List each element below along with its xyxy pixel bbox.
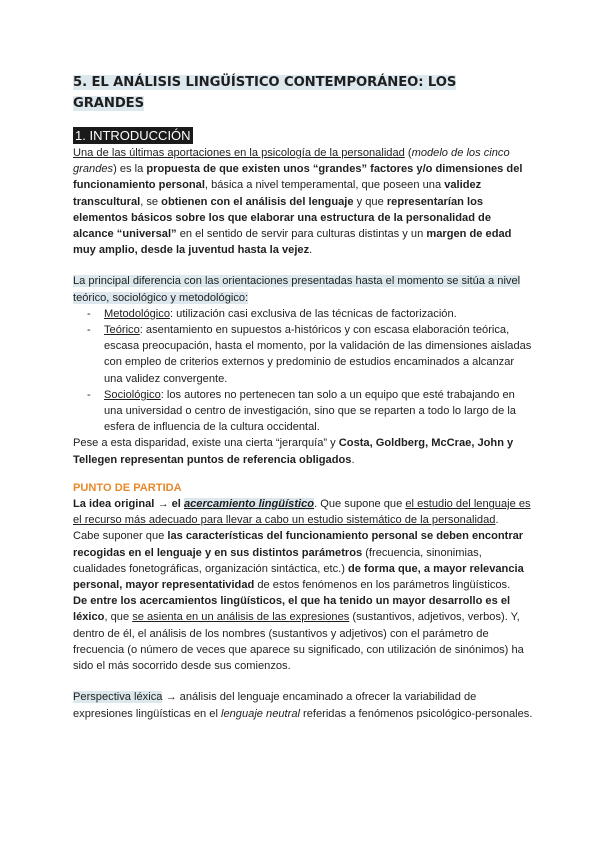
list-item: [73, 322, 533, 387]
text-run: se asienta en un análisis de las expresiones: [132, 611, 350, 624]
text-run: (frecuencia, sinonimias, cualidades fonetográficas, organización sintáctica, etc.): [73, 546, 482, 575]
text-run: (: [404, 147, 412, 159]
list-dash: -: [87, 388, 91, 401]
text-run: validez transcultural: [73, 179, 482, 208]
text-run: representarían los elementos básicos sobre los que elaborar una estructura de la personalidad de alcance “universal”: [73, 195, 491, 241]
perspective-paragraph: [73, 689, 533, 721]
text-run: lenguaje neutral: [221, 707, 300, 720]
text-run: , se: [140, 195, 162, 208]
list-term: Teórico: [104, 324, 140, 337]
text-run: modelo de los cinco grandes: [73, 147, 510, 176]
list-text: : los autores no pertenecen tan solo a un equipo que esté trabajando en una universidad o centro de investigación, sino que se reparten a todo lo largo de la esfera de influencia de la cultura occidental.: [104, 388, 516, 434]
text-run: de estos fenómenos en los parámetros lingüísticos.: [254, 579, 511, 592]
text-run: De entre los acercamientos lingüísticos, el que ha tenido un mayor desarrollo es el léxico: [73, 595, 511, 624]
list-text: : utilización casi exclusiva de las técnicas de factorización.: [170, 307, 457, 320]
text-run: (sustantivos, adjetivos, verbos). Y, dentro de él, el análisis de los nombres (sustantivos y adjetivos) con el parámetro de frecuencia (o número de veces que aparece su significado, con utilización de sinónimos) ha sido el más socorrido desde sus comienzos.: [73, 611, 524, 673]
list-term: Sociológico: [104, 388, 161, 401]
highlighted-text: La principal diferencia con las orientaciones presentadas hasta el momento se sitúa a nivel teórico, sociológico y metodológico:: [73, 275, 521, 304]
section-title-line1: 5. EL ANÁLISIS LINGÜÍSTICO CONTEMPORÁNEO: LOS: [73, 75, 457, 90]
text-run: referidas a fenómenos psicológico-personales.: [299, 707, 533, 720]
text-run: . Que supone que: [314, 498, 406, 511]
text-run: → análisis del lenguaje encaminado a ofrecer la variabilidad de expresiones lingüísticas en el: [73, 691, 477, 720]
list-item: [73, 387, 533, 436]
intro-paragraph: [73, 145, 533, 258]
text-run: las características del funcionamiento personal se deben encontrar recogidas en el lenguaje y en sus distintos parámetros: [73, 530, 524, 559]
section-title: [73, 72, 533, 114]
list-dash: -: [87, 307, 91, 320]
text-run: Cabe suponer que: [73, 530, 168, 543]
text-run: , que: [104, 611, 133, 624]
difference-paragraph: [73, 273, 533, 305]
text-run: el estudio del lenguaje es el recurso más adecuado para llevar a cabo un estudio sistemático de la personalidad: [73, 498, 531, 527]
characteristics-paragraph: [73, 528, 533, 593]
intro-lead: Una de las últimas aportaciones en la psicología de la personalidad: [73, 147, 405, 159]
document-page: [73, 72, 533, 722]
text-run: obtienen con el análisis del lenguaje: [161, 195, 354, 208]
text-run: margen de edad muy amplio, desde la juventud hasta la vejez: [73, 228, 512, 257]
highlighted-text: Perspectiva léxica: [73, 691, 163, 704]
lexical-paragraph: [73, 593, 533, 674]
text-run: acercamiento lingüístico: [183, 498, 315, 511]
difference-list: [73, 306, 533, 436]
text-run: .: [495, 514, 499, 527]
text-run: y que: [353, 195, 387, 208]
text-run: La idea original → el: [73, 498, 184, 511]
text-run: propuesta de que existen unos “grandes” factores y/o dimensiones del funcionamiento personal: [73, 163, 523, 192]
text-run: Pese a esta disparidad, existe una cierta “jerarquía” y: [73, 437, 339, 450]
text-run: ) es la: [113, 163, 147, 176]
text-run: .: [351, 453, 355, 466]
list-text: : asentamiento en supuestos a-históricos y con escasa elaboración teórica, escasa preocupación, hasta el momento, por la validación de las dimensiones aisladas con empleo de criterios externos y predominio de estudios encaminados a alcanzar una validez convergente.: [104, 324, 532, 385]
list-dash: -: [87, 324, 91, 337]
idea-paragraph: [73, 496, 533, 528]
list-term: Metodológico: [104, 307, 170, 320]
list-item: [73, 306, 533, 322]
text-run: de forma que, a mayor relevancia personal, mayor representatividad: [73, 562, 524, 592]
hierarchy-paragraph: [73, 435, 533, 467]
text-run: .: [309, 244, 313, 257]
intro-heading: 1. INTRODUCCIÓN: [75, 128, 191, 143]
text-run: Costa, Goldberg, McCrae, John y Tellegen representan puntos de referencia obligados: [73, 437, 514, 466]
text-run: , básica a nivel temperamental, que poseen una: [204, 179, 445, 192]
punto-heading: PUNTO DE PARTIDA: [73, 481, 182, 494]
text-run: en el sentido de servir para culturas distintas y un: [176, 228, 427, 241]
section-title-line2: GRANDES: [73, 96, 144, 111]
